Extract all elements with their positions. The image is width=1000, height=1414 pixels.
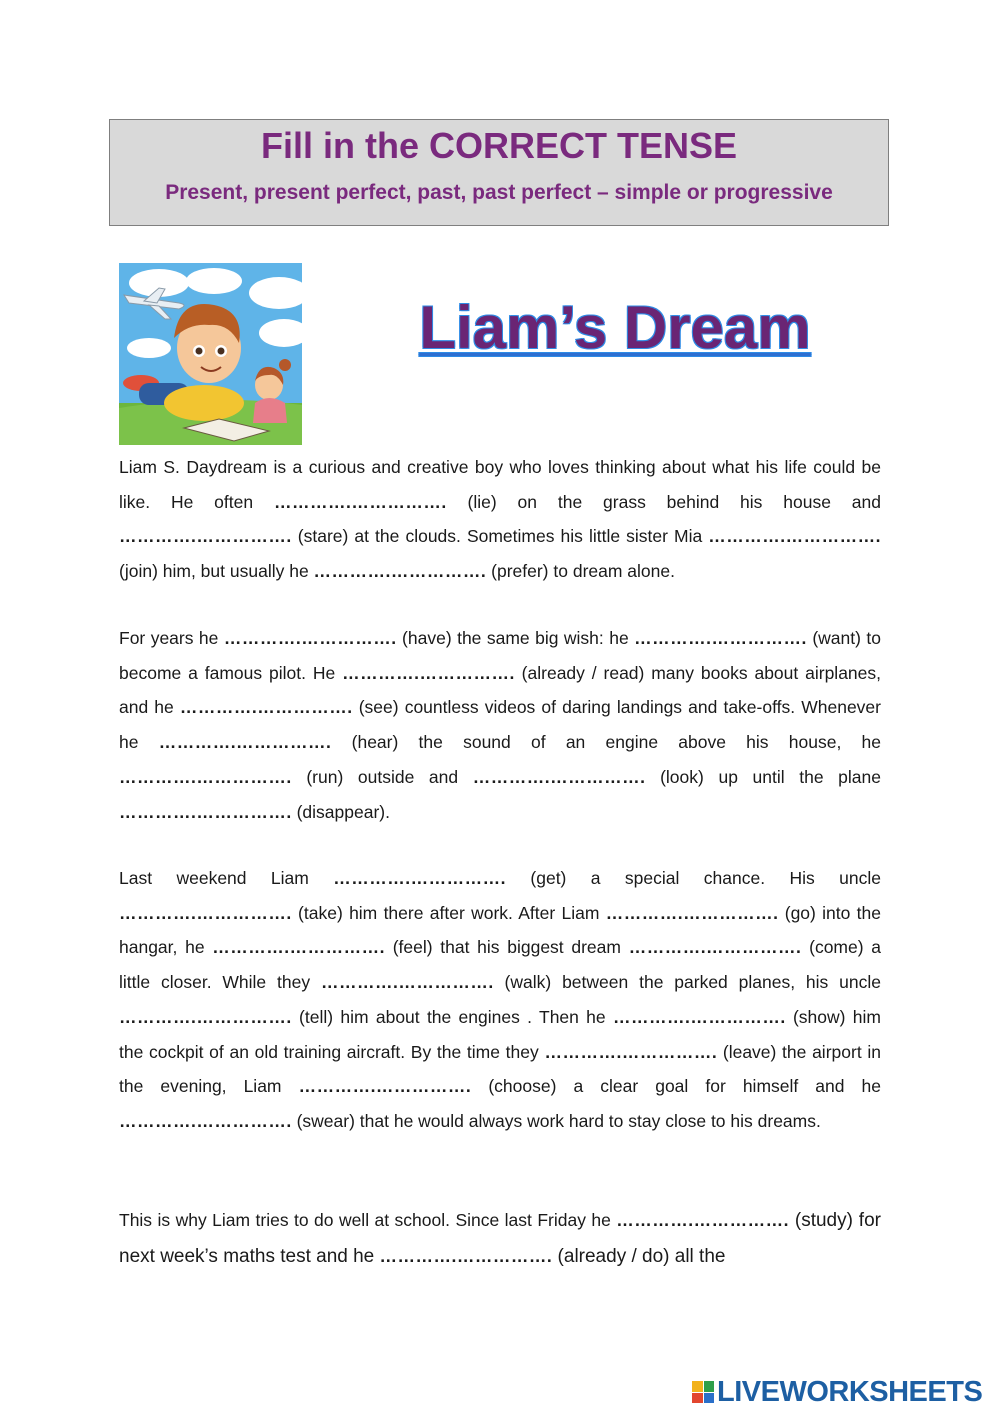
text-run: (look) up until the plane <box>645 766 881 787</box>
answer-blank[interactable]: ………….……………. <box>634 628 807 648</box>
answer-blank[interactable]: ………….……………. <box>119 1110 292 1131</box>
text-run: This is why Liam tries to do well at school. Since last Friday he <box>119 1210 617 1230</box>
text-run: (have) the same big wish: he <box>396 628 635 648</box>
answer-blank[interactable]: ………….……………. <box>119 1006 292 1027</box>
answer-blank[interactable]: ………….……………. <box>119 902 292 923</box>
answer-blank[interactable]: ………….……………. <box>342 662 515 683</box>
paragraph-text <box>119 621 881 829</box>
answer-blank[interactable]: ………….……………. <box>223 628 397 648</box>
story-paragraph-2 <box>119 621 881 829</box>
liveworksheets-logo-icon <box>692 1381 714 1403</box>
answer-blank[interactable]: ………….……………. <box>544 1041 718 1062</box>
text-run: Liam S. Daydream is a curious and creative boy who loves thinking about what his life could be like. He often <box>119 457 881 512</box>
boy-dreaming-illustration <box>119 263 302 445</box>
text-run: (already / read) many books about airplanes, and he <box>119 662 882 718</box>
answer-blank[interactable]: ………….……………. <box>605 902 779 923</box>
answer-blank[interactable]: ………….……………. <box>119 766 292 787</box>
text-run: (prefer) to dream alone. <box>486 561 675 582</box>
answer-blank[interactable]: ………….……………. <box>472 766 646 787</box>
text-run: (disappear). <box>291 801 390 822</box>
text-run: (see) countless videos of daring landings and take-offs. Whenever he <box>119 697 881 753</box>
text-run: (leave) the airport in the evening, Liam <box>119 1041 881 1097</box>
answer-blank[interactable]: ………….……………. <box>119 526 292 547</box>
story-title: Liam’s Dream <box>419 294 811 361</box>
logo-text: LIVEWORKSHEETS <box>717 1375 983 1408</box>
text-run: (show) him the cockpit of an old training aircraft. By the time they <box>119 1006 881 1062</box>
text-run: (get) a special chance. His uncle <box>506 868 881 888</box>
text-run: (study) for next week’s maths test and he <box>119 1210 881 1267</box>
answer-blank[interactable]: ………….……………. <box>273 491 447 512</box>
text-run: (hear) the sound of an engine above his house, he <box>331 732 881 753</box>
answer-blank[interactable]: ………….……………. <box>298 1076 472 1097</box>
text-run: (go) into the hangar, he <box>119 902 881 958</box>
header-box <box>109 119 889 226</box>
story-paragraph-4 <box>119 1203 881 1274</box>
worksheet-title: Fill in the CORRECT TENSE <box>260 125 737 166</box>
text-run: (already / do) all the <box>552 1245 726 1267</box>
text-run: For years he <box>119 628 224 648</box>
liveworksheets-logo <box>692 1374 982 1410</box>
text-run: (stare) at the clouds. Sometimes his little sister Mia <box>291 526 709 547</box>
story-paragraph-1 <box>119 450 881 589</box>
worksheet-subtitle: Present, present perfect, past, past perfect – simple or progressive <box>165 181 833 204</box>
answer-blank[interactable]: ………….……………. <box>708 526 881 547</box>
text-run: Last weekend Liam <box>119 868 334 888</box>
answer-blank[interactable]: ………….……………. <box>628 937 802 958</box>
answer-blank[interactable]: ………….……………. <box>119 801 292 822</box>
answer-blank[interactable]: ………….……………. <box>333 868 506 888</box>
text-run: (take) him there after work. After Liam <box>291 902 606 923</box>
text-run: (tell) him about the engines . Then he <box>291 1006 613 1027</box>
paragraph-text <box>119 1203 881 1274</box>
text-run: (lie) on the grass behind his house and <box>446 491 881 512</box>
answer-blank[interactable]: ………….……………. <box>313 561 487 582</box>
answer-blank[interactable]: ………….……………. <box>612 1006 786 1027</box>
answer-blank[interactable]: ………….……………. <box>616 1210 790 1230</box>
answer-blank[interactable]: ………….……………. <box>320 972 494 993</box>
text-run: (walk) between the parked planes, his uncle <box>493 972 881 993</box>
story-paragraph-3 <box>119 861 881 1139</box>
answer-blank[interactable]: ………….……………. <box>379 1245 553 1266</box>
text-run: (want) to become a famous pilot. He <box>119 628 881 683</box>
answer-blank[interactable]: ………….……………. <box>158 732 332 753</box>
answer-blank[interactable]: ………….……………. <box>179 697 353 718</box>
paragraph-text <box>119 450 881 589</box>
paragraph-text <box>119 861 881 1139</box>
text-run: (choose) a clear goal for himself and he <box>471 1076 881 1097</box>
answer-blank[interactable]: ………….……………. <box>212 937 385 958</box>
text-run: (come) a little closer. While they <box>119 937 882 993</box>
text-run: (swear) that he would always work hard to stay close to his dreams. <box>291 1110 821 1131</box>
text-run: (run) outside and <box>291 766 473 787</box>
text-run: (join) him, but usually he <box>119 561 314 582</box>
text-run: (feel) that his biggest dream <box>385 937 629 958</box>
